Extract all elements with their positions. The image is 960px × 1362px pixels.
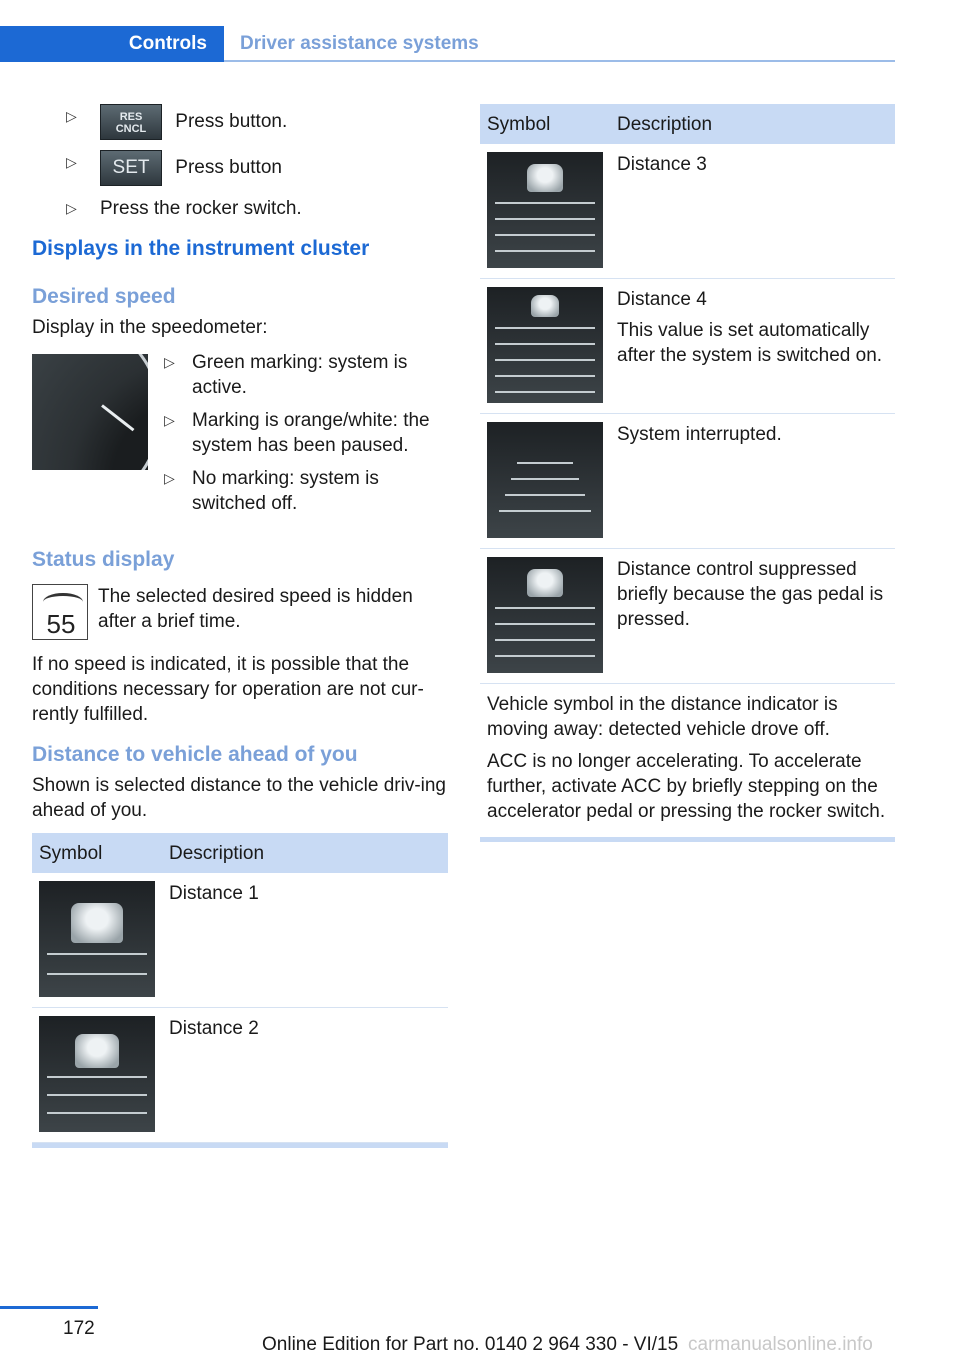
bullet-rocker xyxy=(32,196,448,221)
edition-text: Online Edition for Part no. 0140 2 964 330 - VI/15 xyxy=(262,1334,679,1355)
desired-speed-intro: Display in the speedometer: xyxy=(32,317,268,338)
distance-heading: Distance to vehicle ahead of you xyxy=(32,743,358,766)
triangle-bullet-icon: ▷ xyxy=(66,108,77,124)
speed-status-icon: 55 xyxy=(32,584,88,640)
column-header-symbol: Symbol xyxy=(32,833,162,873)
row-description: Distance 4 xyxy=(617,289,707,310)
system-interrupted-symbol xyxy=(487,422,603,538)
list-item: ▷ Green marking: system is active. xyxy=(164,352,408,398)
row-description: Distance 3 xyxy=(617,154,707,175)
distance-table-right xyxy=(480,104,895,684)
table-end-rule xyxy=(480,837,895,842)
right-column xyxy=(480,104,895,842)
list-item: ▷ No marking: system is switched off. xyxy=(164,468,379,514)
triangle-bullet-icon: ▷ xyxy=(164,470,175,486)
res-cncl-button-icon: RES CNCL xyxy=(100,104,162,140)
table-header-row xyxy=(32,833,448,873)
watermark: carmanualsonline.info xyxy=(688,1334,873,1355)
column-header-description: Description xyxy=(162,833,448,873)
speedometer-image xyxy=(32,354,148,470)
row-description-detail: This value is set automatically after the system is switched on. xyxy=(617,320,883,366)
speedometer-row xyxy=(32,350,448,526)
note-paragraph: Vehicle symbol in the distance indicator is moving away: detected vehicle drove off. xyxy=(487,694,838,740)
chapter-tab[interactable]: Controls xyxy=(0,26,224,62)
bullet-text: Press button. xyxy=(175,111,288,133)
speedometer-marking-list xyxy=(160,350,450,524)
distance-3-symbol xyxy=(487,152,603,268)
table-header-row xyxy=(480,104,895,144)
page-number: 172 xyxy=(63,1318,95,1339)
left-column xyxy=(32,104,448,1148)
footer-rule xyxy=(0,1306,98,1309)
header-rule xyxy=(224,60,895,62)
row-description: System interrupted. xyxy=(617,424,782,445)
table-row xyxy=(480,414,895,549)
distance-suppressed-symbol xyxy=(487,557,603,673)
desired-speed-heading: Desired speed xyxy=(32,285,176,308)
distance-table-left xyxy=(32,833,448,1143)
status-display-text: The selected desired speed is hidden after a brief time. xyxy=(98,586,413,632)
table-row xyxy=(480,279,895,414)
column-header-description: Description xyxy=(610,104,895,144)
triangle-bullet-icon: ▷ xyxy=(164,354,175,370)
table-row xyxy=(480,549,895,684)
status-display-heading: Status display xyxy=(32,548,175,571)
table-row xyxy=(32,1008,448,1143)
displays-heading: Displays in the instrument cluster xyxy=(32,237,370,260)
table-row xyxy=(480,144,895,279)
triangle-bullet-icon: ▷ xyxy=(66,154,77,170)
note-paragraph: ACC is no longer accelerating. To accelerate further, activate ACC by briefly stepping on the accelerator pedal or pressing the rocker switch. xyxy=(487,751,886,822)
triangle-bullet-icon: ▷ xyxy=(164,412,175,428)
bullet-res-cncl xyxy=(32,104,448,140)
set-button-icon: SET xyxy=(100,150,162,186)
distance-intro: Shown is selected distance to the vehicle driv-ing ahead of you. xyxy=(32,775,447,821)
list-item: ▷ Marking is orange/white: the system has been paused. xyxy=(164,410,430,456)
row-description: Distance control suppressed briefly because the gas pedal is pressed. xyxy=(617,559,884,630)
distance-4-symbol xyxy=(487,287,603,403)
row-description: Distance 1 xyxy=(169,883,259,904)
page-header xyxy=(0,0,960,62)
status-display-paragraph: If no speed is indicated, it is possible that the conditions necessary for operation are not cur-rently fulfilled. xyxy=(32,654,424,725)
status-display-row xyxy=(32,584,448,644)
row-description: Distance 2 xyxy=(169,1018,259,1039)
section-title[interactable]: Driver assistance systems xyxy=(240,33,479,54)
bullet-set xyxy=(32,150,448,186)
table-row xyxy=(32,873,448,1008)
table-end-rule xyxy=(32,1143,448,1148)
bullet-text: Press the rocker switch. xyxy=(100,198,302,219)
triangle-bullet-icon: ▷ xyxy=(66,200,77,216)
bullet-text: Press button xyxy=(175,157,282,179)
column-header-symbol: Symbol xyxy=(480,104,610,144)
distance-2-symbol xyxy=(39,1016,155,1132)
table-note xyxy=(480,684,895,837)
distance-1-symbol xyxy=(39,881,155,997)
